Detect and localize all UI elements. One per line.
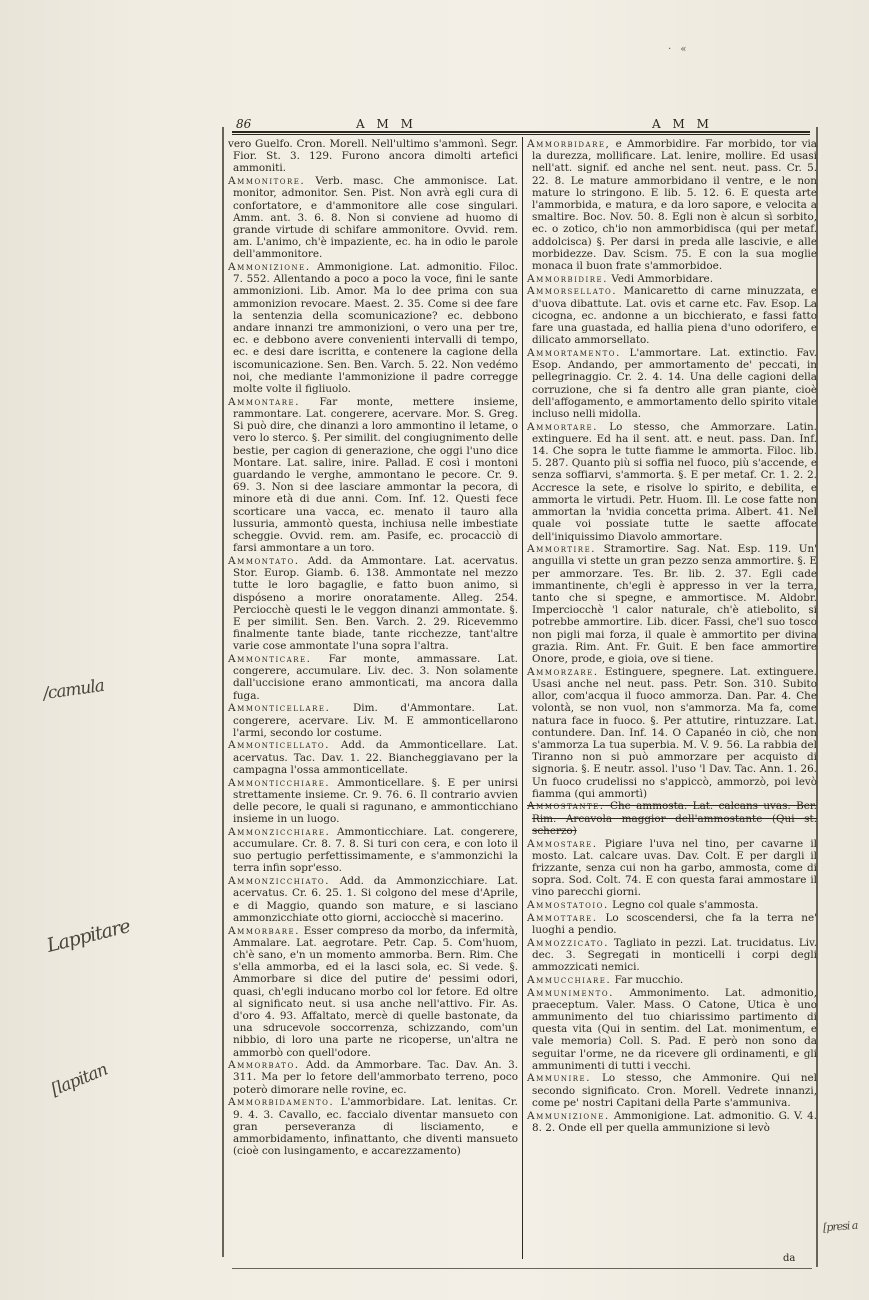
page-number: 86	[236, 117, 252, 131]
entry-headword: Ammontare.	[228, 395, 300, 408]
entry-headword: Ammunire.	[527, 1072, 592, 1085]
footer-rule	[232, 1268, 812, 1269]
dictionary-entry	[228, 702, 518, 739]
entry-headword: Ammorbare.	[228, 924, 300, 937]
entry-definition: Add. da Ammontare. Lat. acervatus. Stor. Europ. Giamb. 6. 138. Ammontate nel mezzo tutte le loro bagaglie, e fatto buon animo, si dispóseno a morire onoratamente. Alleg. 254. Perciocchè questi le le veggon dinanzi ammontate. §. E per similit. Sen. Ben. Varch. 2. 29. Ricevemmo finalmente tante biade, tante ricchezze, tant'altre varie cose ammontate l'una sopra l'altra.	[233, 554, 518, 653]
entry-definition: Ammonticchiare. Lat. congerere, accumulare. Cr. 8. 7. 8. Si turi con cera, e con loto il suo pertugio perfettissimamente, e s'ammonzichi la terra infin sopr'esso.	[233, 825, 518, 875]
dictionary-entry	[228, 1096, 518, 1157]
dictionary-entry	[228, 1059, 518, 1096]
dictionary-entry	[527, 800, 817, 837]
dictionary-entry	[527, 1072, 817, 1109]
dictionary-entry	[527, 912, 817, 936]
entry-headword: Ammonticellare.	[228, 702, 331, 715]
dictionary-entry	[228, 925, 518, 1059]
margin-note-1: /camula	[41, 675, 106, 705]
entry-headword: Ammucchiare.	[527, 973, 612, 986]
dictionary-entry	[228, 739, 518, 776]
entry-headword: Ammonticchiare.	[228, 776, 331, 789]
entry-headword: Ammonzicchiare.	[228, 825, 331, 838]
header-rule-thin	[232, 134, 810, 135]
entry-headword: Ammorbato.	[228, 1059, 300, 1072]
entry-definition: Add. da Ammorbare. Tac. Dav. An. 3. 311. Ma per lo fetore dell'ammorbato terreno, poco poterò dimorare nelle rovine, ec.	[233, 1059, 518, 1096]
entry-definition: Esser compreso da morbo, da infermità, Ammalare. Lat. aegrotare. Petr. Cap. 5. Com'huom, ch'è sano, e'n un momento ammorba. Bern. Rim. Che s'ella ammorba, ed ei la lasci sola, ec. Si vede. §. Ammorbare si dice del putire de' pessimi odori, quasi, ch'egli inducano morbo col lor fetore. Ed oltre al significato neut. si usa anche nell'attivo. Fir. As. d'oro 4. 93. Affaltato, mercè di quelle bastonate, da una sdrucevole soccorrenza, schizzando, com'un nibbio, di loro una parte ne ricoperse, un'altra ne ammorbò con quell'odore.	[233, 924, 518, 1059]
dictionary-entry	[527, 838, 817, 899]
entry-definition: Lo stesso, che Ammorzare. Latin. extinguere. Ed ha il sent. att. e neut. pass. Dan. Inf. 14. Che sopra le tutte fiamme le ammorta. Filoc. lib. 5. 287. Quanto più si soffia nel fuoco, più s'accende, e senza soffiarvi, s'ammorta. §. E per metaf. Cr. 1. 2. 2. Accresce la sete, e risolve lo spirito, e debilita, e ammorta le virtudi. Petr. Huom. Ill. Le cose fatte non ammortan la 'nvidia concetta prima. Albert. 41. Nel quale voi possiate tutte le saette affocate dell'iniquissimo Diavolo ammortare.	[532, 420, 817, 543]
margin-note-2: Lappitare	[44, 915, 133, 957]
dictionary-entry	[228, 826, 518, 875]
dictionary-entry	[228, 261, 518, 395]
entry-definition: Lo stesso, che Ammonire. Qui nel secondo significato. Cron. Morell. Vedrete innanzi, come pe' nostri Capitani della Parte s'ammuniva.	[532, 1072, 817, 1109]
dictionary-entry	[527, 138, 817, 272]
entry-headword: Ammonticare.	[228, 653, 312, 666]
entry-definition: Verb. masc. Che ammonisce. Lat. monitor, admonitor. Sen. Pist. Non avrà egli cura di confortatore, e d'ammonitore alle cose singulari. Amm. ant. 3. 6. 8. Non si conviene ad huomo di grande virtude di schifare ammonitore. Ovvid. rem. am. L'animo, ch'è impaziente, ec. ha in odio le parole dell'ammonitore.	[233, 175, 518, 261]
entry-headword: Ammorbidire.	[527, 272, 609, 285]
dictionary-entry	[527, 974, 817, 986]
entry-definition: Lo scoscendersi, che fa la terra ne' luoghi a pendio.	[532, 911, 817, 936]
entry-definition: vero Guelfo. Cron. Morell. Nell'ultimo s'ammonì. Segr. Fior. St. 3. 129. Furono ancora dimolti artefici ammoniti.	[228, 138, 518, 175]
entry-definition: Stramortire. Sag. Nat. Esp. 119. Un' anguilla vi stette un gran pezzo senza ammortire. §. E per ammorzare. Tes. Br. lib. 2. 37. Egli cade immantinente, ch'egli è appresso in ver la terra, tanto che si spegne, e ammortisce. M. Aldobr. Imperciocchè 'l calor naturale, ch'è atiebolito, si potrebbe ammortire. Lib. dicer. Fassi, che'l suo tosco non pigli mai forza, il quale è ammortito per divina grazia. Rim. Ant. Fr. Guit. E ben face ammortire Onore, prode, e gioia, ove si tiene.	[532, 543, 817, 666]
entry-definition: Tagliato in pezzi. Lat. trucidatus. Liv. dec. 3. Segregati in monticelli i corpi degli ammozzicati nemici.	[532, 936, 817, 974]
top-mark: · «	[668, 44, 690, 55]
entry-definition: Far monte, mettere insieme, rammontare. Lat. congerere, acervare. Mor. S. Greg. Si può dire, che dinanzi a loro ammontino il letame, o vero lo sterco. §. Per similit. del congiugnimento delle bestie, per cagion di generazione, che oggi l'uno dice Montare. Lat. salire, inire. Pallad. E così i montoni guardando le verghe, ammontano le pecore. Cr. 9. 69. 3. Non si dee lasciare ammontar la pecora, di minore età di due anni. Com. Inf. 12. Questi fece scorticare una vacca, ec. menato il tauro alla lussuria, ammontò questa, inchiusa nelle imbestiate scheggie. Ovvid. rem. am. Pasife, ec. procacciò di farsi ammontare a un toro.	[233, 395, 518, 555]
dictionary-entry	[527, 273, 817, 285]
entry-headword: Ammozzicato.	[527, 936, 610, 949]
entry-definition: Far monte, ammassare. Lat. congerere, accumulare. Liv. dec. 3. Non solamente dall'uccisione erano ammonticati, ma ancora dalla fuga.	[233, 653, 518, 702]
left-frame-rule	[222, 127, 224, 1257]
entry-headword: Ammunimento.	[527, 986, 614, 999]
entry-headword: Ammonzicchiato.	[228, 875, 331, 888]
entry-headword: Ammontato.	[228, 554, 300, 567]
header-rule	[232, 131, 810, 133]
catchword: da	[783, 1253, 796, 1264]
dictionary-entry	[228, 653, 518, 702]
entry-definition: Vedi Ammorbidare.	[611, 272, 713, 285]
entry-definition: Add. da Ammonzicchiare. Lat. acervatus. Cr. 6. 25. 1. Si colgono del mese d'Aprile, e di Maggio, quando son mature, e si lasciano ammonzicchiate otto giorni, acciocchè si macerino.	[233, 875, 518, 924]
margin-note-3: [lapitan	[48, 1059, 111, 1101]
entry-definition: Ammonticellare. §. E per unirsi strettamente insieme. Cr. 9. 76. 6. Il contrario avvien delle pecore, le quali si ragunano, e ammonticchiano insieme in un luogo.	[233, 776, 518, 826]
left-column	[228, 138, 518, 1158]
entry-headword: Ammostante.	[527, 800, 605, 813]
entry-headword: Ammunizione.	[527, 1109, 610, 1122]
dictionary-entry	[228, 175, 518, 260]
entry-definition: Estinguere, spegnere. Lat. extinguere. Usasi anche nel neut. pass. Petr. Son. 310. Subito allor, com'acqua il fuoco ammorza. Dan. Par. 4. Che volontà, se non vuol, non s'ammorza. Ma fa, come natura face in fuoco. §. Per attutire, rintuzzare. Lat. contundere. Dan. Inf. 14. O Capanéo in ciò, che non s'ammorza La tua superbia. M. V. 9. 56. La rabbia del Tiranno non si può ammorzare per acquisto di signoria. §. E neutr. assol. l'uso 'l Dav. Tac. Ann. 1. 26. Un fuoco crudelissi no s'appiccò, ammorzò, poi levò fiamma (qui ammortì)	[532, 665, 817, 800]
dictionary-entry	[228, 555, 518, 653]
entry-headword: Ammonticellato.	[228, 739, 330, 752]
entry-definition: Ammonigione. Lat. admonitio. Filoc. 7. 552. Allentando a poco a poco la voce, fini le sante ammonizioni. Lib. Amor. Ma lo dee prima con sua ammonizion revocare. Maest. 2. 35. Come si dee fare la sentenzia della scomunicazione? ec. debbono andare innanzi tre ammonizioni, o vero una per tre, ec. e debbono avere convenienti intervalli di tempo, ec. e desi dare iscritta, e contenere la cagione della iscomunicazione. Sen. Ben. Varch. 5. 22. Non vedémo noi, che mediante l'ammonizione il padre corregge molte volte il figliuolo.	[233, 261, 518, 396]
entry-headword: Ammortare.	[527, 420, 598, 433]
entry-definition: L'ammortare. Lat. extinctio. Fav. Esop. Andando, per ammortamento de' peccati, in pellegrinaggio. Cr. 2. 4. 14. Una delle cagioni della corruzione, che si fa dentro alle gran piante, cioè dell'affogamento, e ammortamento dello spirito vitale incluso nelli midolla.	[532, 346, 817, 420]
entry-headword: Ammostare.	[527, 837, 598, 850]
dictionary-entry	[228, 138, 518, 175]
entry-headword: Ammorbidare,	[527, 138, 611, 150]
right-column	[527, 138, 817, 1134]
dictionary-entry	[228, 875, 518, 924]
dictionary-entry	[228, 396, 518, 555]
entry-definition: Legno col quale s'ammosta.	[612, 899, 759, 912]
dictionary-entry	[527, 543, 817, 665]
entry-headword: Ammonizione.	[228, 261, 311, 274]
entry-headword: Ammorsellato.	[527, 285, 618, 298]
entry-headword: Ammortire.	[527, 543, 597, 556]
entry-definition: Manicaretto di carne minuzzata, e d'uova dibattute. Lat. ovis et carne etc. Fav. Esop. La cicogna, ec. andonne a un bicchierato, e fassi fatto fare una guastada, ed hallia piena d'uno odorifero, e dilicato ammorsellato.	[532, 285, 817, 347]
dictionary-entry	[527, 666, 817, 800]
dictionary-entry	[527, 421, 817, 543]
dictionary-entry	[527, 1110, 817, 1134]
entry-definition: Pigiare l'uva nel tino, per cavarne il mosto. Lat. calcare uvas. Dav. Colt. E per dargli il frizzante, senza cui non ha garbo, ammosta, come di sopra. Sod. Colt. 74. E con questa farai ammostare il vino parecchi giorni.	[532, 837, 817, 899]
dictionary-entry	[527, 987, 817, 1072]
dictionary-entry	[527, 937, 817, 974]
entry-definition: Ammonigione. Lat. admonitio. G. V. 4. 8. 2. Onde ell per quella ammunizione si levò	[532, 1109, 817, 1134]
entry-definition: Add. da Ammonticellare. Lat. acervatus. Tac. Dav. 1. 22. Biancheggiavano per la campagna l'ossa ammonticellate.	[233, 739, 518, 776]
running-head-left: A M M	[356, 117, 417, 131]
entry-headword: Ammonitore.	[228, 175, 306, 188]
entry-definition: e Ammorbidire. Far morbido, tor via la durezza, mollificare. Lat. lenire, mollire. Ed usasi nell'att. signif. ed anche nel sent. neut. pass. Cr. 5. 22. 8. Le mature ammorbidano il ventre, e le non mature lo stringono. E lib. 5. 12. 6. E questa arte l'ammorbida, e matura, e da loro sapore, e velocita a smaltire. Boc. Nov. 50. 8. Egli non è alcun sì sorbito, ec. o zotico, ch'io non ammorbidisca (qui per metaf. addolcisca) §. Per darsi in preda alle lascivie, e alle morbidezze. Dav. Scism. 75. E con la sua moglie monaca il buon frate s'ammorbidoe.	[532, 138, 817, 273]
dictionary-entry	[228, 777, 518, 826]
entry-headword: Ammottare.	[527, 911, 598, 924]
dictionary-entry	[527, 899, 817, 911]
entry-headword: Ammorbidamento.	[228, 1096, 335, 1109]
entry-definition: Ammonimento. Lat. admonitio, praeceptum. Valer. Mass. O Catone, Utica è uno ammunimento del tuo chiarissimo partimento di questa vita (Qui in sentim. del Lat. monimentum, e vale memoria) Coll. S. Pad. E però non sono da seguitar l'orme, ne da ricevere gli ordinamenti, e gli ammunimenti di tutti i vecchi.	[532, 986, 817, 1072]
running-head-right: A M M	[652, 117, 713, 131]
entry-headword: Ammortamento.	[527, 346, 621, 359]
entry-definition: Far mucchio.	[614, 973, 684, 986]
dictionary-entry	[527, 285, 817, 346]
column-divider	[522, 137, 523, 1259]
dictionary-entry	[527, 347, 817, 420]
entry-headword: Ammorzare.	[527, 665, 599, 678]
entry-definition: Dim. d'Ammontare. Lat. congerere, acervare. Liv. M. E ammonticellarono l'armi, secondo lor costume.	[233, 702, 518, 739]
entry-definition: L'ammorbidare. Lat. lenitas. Cr. 9. 4. 3. Cavallo, ec. faccialo diventar mansueto con gran perseveranza di lisciamento, e ammorbidamento, infinattanto, che diventi mansueto (cioè con lusingamento, e accarezzamento)	[233, 1096, 518, 1158]
entry-definition: Che ammosta. Lat. calcans uvas. Ber. Rim. Arcavola maggior dell'ammostante (Qui st. scherzo)	[532, 800, 817, 837]
margin-note-4: [presi a	[822, 1218, 858, 1235]
entry-headword: Ammostatoio.	[527, 899, 609, 912]
